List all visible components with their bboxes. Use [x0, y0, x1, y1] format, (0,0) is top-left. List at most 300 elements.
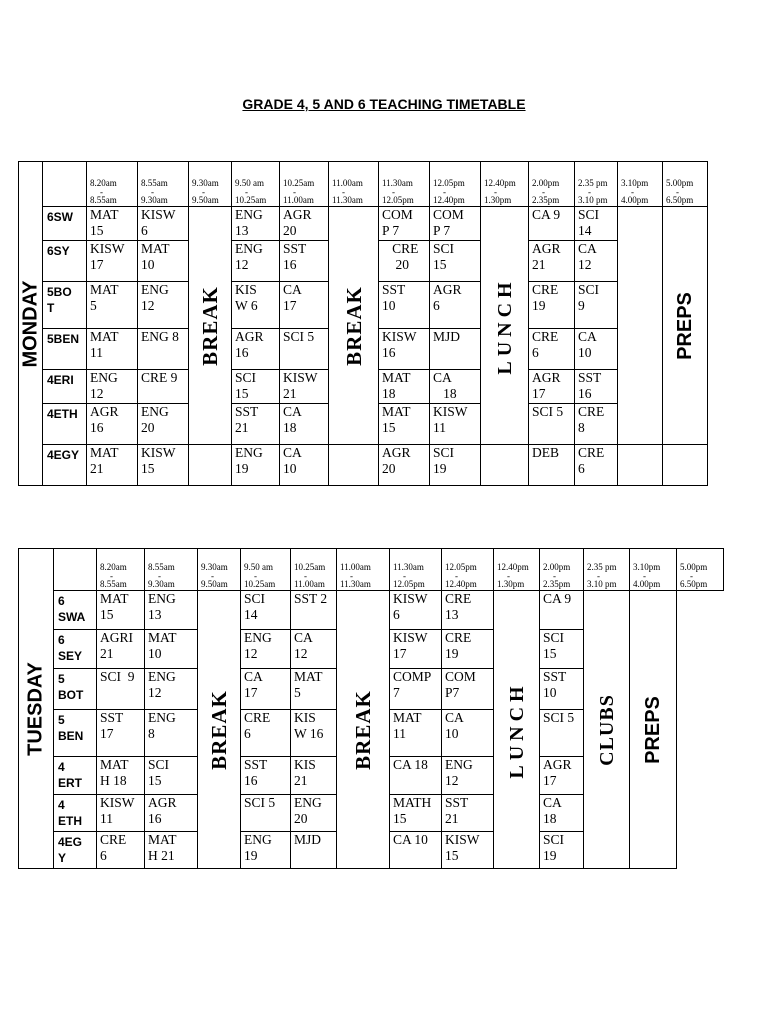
lesson-line: P 7: [382, 223, 400, 238]
lesson-line: 13: [148, 607, 162, 622]
lesson-cell: [430, 329, 481, 370]
lesson-line: 19: [433, 461, 447, 476]
lesson-line: 18: [543, 811, 557, 826]
time-dash: -: [158, 571, 161, 581]
time-start: 11.30am: [382, 178, 413, 188]
lesson-line: 15: [433, 257, 447, 272]
time-dash: -: [211, 571, 214, 581]
class-name-cell: [54, 757, 97, 795]
lesson-line: ENG: [294, 795, 322, 810]
lesson-line: 11: [393, 726, 406, 741]
lesson-cell: [241, 832, 291, 869]
lesson-line: CRE: [532, 282, 559, 297]
lesson-line: COM: [445, 669, 476, 684]
time-start: 12.40pm: [497, 562, 529, 572]
time-start: 12.40pm: [484, 178, 516, 188]
lesson-line: 15: [235, 386, 249, 401]
lesson-line: 19: [532, 298, 546, 313]
time-start: 5.00pm: [680, 562, 708, 572]
class-name-cell: [54, 669, 97, 710]
lesson-line: ENG: [148, 710, 176, 725]
lesson-line: 10: [543, 685, 557, 700]
lesson-cell: [529, 207, 575, 241]
lesson-line: 18: [433, 386, 457, 401]
preps-label: PREPS: [642, 695, 664, 764]
lunch-label: LUNCH: [505, 680, 528, 779]
lesson-line: 12: [294, 646, 308, 661]
lesson-line: 19: [244, 848, 258, 863]
lesson-line: SST: [100, 710, 124, 725]
lesson-line: 19: [445, 646, 459, 661]
lesson-line: AGR: [235, 329, 264, 344]
lesson-line: MAT: [148, 630, 177, 645]
lesson-line: CRE: [578, 445, 605, 460]
break-1-label: BREAK: [207, 689, 231, 770]
time-slot-header: [145, 549, 198, 591]
lesson-line: AGR: [543, 757, 572, 772]
lesson-cell: [241, 757, 291, 795]
lesson-cell: [87, 404, 138, 445]
class-name-line: ETH: [58, 814, 82, 828]
time-end: 12.40pm: [433, 195, 465, 205]
lesson-line: 21: [445, 811, 459, 826]
lesson-line: 10: [148, 646, 162, 661]
time-end: 9.30am: [148, 579, 175, 589]
lesson-cell: [540, 669, 584, 710]
class-name-line: 6SW: [47, 210, 74, 224]
lesson-cell: [280, 370, 329, 404]
time-start: 11.00am: [332, 178, 363, 188]
lesson-cell: [442, 832, 494, 869]
lesson-cell: [145, 669, 198, 710]
lesson-cell: [280, 241, 329, 282]
lesson-line: CA 10: [393, 832, 428, 847]
time-start: 3.10pm: [633, 562, 661, 572]
time-dash: -: [631, 187, 634, 197]
time-slot-header: [97, 549, 145, 591]
lesson-line: KISW: [433, 404, 468, 419]
time-end: 6.50pm: [680, 579, 708, 589]
lesson-line: 17: [532, 386, 546, 401]
lesson-cell: [87, 207, 138, 241]
lesson-line: 17: [283, 298, 297, 313]
time-slot-header: [379, 162, 430, 207]
lesson-cell: [241, 795, 291, 832]
time-start: 9.30am: [201, 562, 228, 572]
lesson-cell: [529, 329, 575, 370]
break-2-cell: [337, 591, 390, 869]
lesson-line: CA 9: [532, 207, 561, 222]
lesson-cell: [529, 404, 575, 445]
time-dash: -: [392, 187, 395, 197]
lesson-line: 19: [235, 461, 249, 476]
lesson-line: KISW: [90, 241, 125, 256]
time-slot-header: [189, 162, 232, 207]
lesson-cell: [97, 710, 145, 757]
preps-cell: [630, 591, 677, 869]
lesson-line: 11: [433, 420, 446, 435]
preps-label: PREPS: [674, 291, 696, 360]
time-dash: -: [293, 187, 296, 197]
lesson-line: 21: [294, 773, 308, 788]
lesson-cell: [379, 329, 430, 370]
lesson-line: AGR: [382, 445, 411, 460]
empty-cell: [663, 445, 708, 486]
lesson-cell: [87, 241, 138, 282]
lesson-cell: [390, 757, 442, 795]
lesson-cell: [232, 370, 280, 404]
lesson-line: 6: [141, 223, 148, 238]
lesson-cell: [529, 282, 575, 329]
lunch-label: LUNCH: [493, 276, 516, 375]
lesson-cell: [390, 630, 442, 669]
time-end: 11.00am: [283, 195, 314, 205]
lesson-line: CA: [543, 795, 562, 810]
time-dash: -: [494, 187, 497, 197]
lesson-cell: [97, 630, 145, 669]
time-dash: -: [342, 187, 345, 197]
lesson-cell: [145, 630, 198, 669]
time-slot-header: [337, 549, 390, 591]
lesson-line: SCI: [543, 630, 565, 645]
time-dash: -: [676, 187, 679, 197]
lesson-cell: [379, 207, 430, 241]
time-dash: -: [350, 571, 353, 581]
lesson-cell: [291, 832, 337, 869]
clubs-label: CLUBS: [595, 693, 618, 766]
lesson-line: 16: [283, 257, 297, 272]
time-start: 5.00pm: [666, 178, 694, 188]
lesson-cell: [241, 591, 291, 630]
lesson-line: 5: [294, 685, 301, 700]
lesson-line: MAT: [90, 445, 119, 460]
time-end: 12.40pm: [445, 579, 477, 589]
lesson-cell: [575, 370, 618, 404]
time-end: 2.35pm: [532, 195, 560, 205]
time-slot-header: [138, 162, 189, 207]
lesson-line: 6: [532, 345, 539, 360]
lesson-cell: [575, 207, 618, 241]
class-name-line: 4ERI: [47, 373, 74, 387]
time-slot-header: [663, 162, 708, 207]
lesson-line: ENG: [148, 669, 176, 684]
class-name-line: 4ETH: [47, 407, 78, 421]
time-start: 2.00pm: [532, 178, 560, 188]
lesson-cell: [138, 207, 189, 241]
lesson-line: 13: [445, 607, 459, 622]
time-dash: -: [100, 187, 103, 197]
lesson-cell: [97, 795, 145, 832]
lesson-line: KISW: [141, 445, 176, 460]
lesson-line: 18: [382, 386, 396, 401]
lesson-cell: [430, 445, 481, 486]
lesson-line: MAT: [382, 370, 411, 385]
lesson-line: W 16: [294, 726, 324, 741]
lesson-line: 14: [244, 607, 258, 622]
lesson-line: 12: [244, 646, 258, 661]
lesson-cell: [430, 370, 481, 404]
time-start: 11.00am: [340, 562, 371, 572]
empty-cell: [329, 445, 379, 486]
time-slot-header: [198, 549, 241, 591]
time-end: 12.05pm: [393, 579, 425, 589]
time-start: 9.50 am: [244, 562, 273, 572]
lesson-line: 16: [148, 811, 162, 826]
lesson-line: CA 9: [543, 591, 572, 606]
class-name-cell: [54, 795, 97, 832]
lesson-line: MAT: [90, 282, 119, 297]
page-title: GRADE 4, 5 AND 6 TEACHING TIMETABLE: [242, 96, 526, 112]
lesson-line: COM: [433, 207, 464, 222]
lesson-cell: [87, 282, 138, 329]
lesson-line: MAT: [393, 710, 422, 725]
day-label-cell: [19, 162, 43, 486]
lesson-line: 12: [578, 257, 592, 272]
tuesday-timetable: [18, 548, 724, 869]
time-dash: -: [403, 571, 406, 581]
lesson-line: MAT: [100, 757, 129, 772]
time-dash: -: [443, 187, 446, 197]
class-name-line: 5BEN: [47, 332, 80, 346]
time-slot-header: [494, 549, 540, 591]
lesson-cell: [145, 757, 198, 795]
time-start: 3.10pm: [621, 178, 649, 188]
lesson-line: 17: [543, 773, 557, 788]
lesson-line: ENG: [235, 207, 263, 222]
time-start: 10.25am: [283, 178, 315, 188]
break-1-label: BREAK: [198, 285, 222, 366]
time-end: 9.50am: [192, 195, 219, 205]
lesson-line: ENG: [235, 241, 263, 256]
lesson-cell: [390, 710, 442, 757]
time-end: 9.50am: [201, 579, 228, 589]
lesson-line: 5: [90, 298, 97, 313]
lesson-cell: [442, 710, 494, 757]
lesson-line: KIS: [235, 282, 257, 297]
lesson-line: 15: [100, 607, 114, 622]
class-name-cell: [43, 445, 87, 486]
lesson-cell: [379, 445, 430, 486]
lesson-line: 8: [578, 420, 585, 435]
lesson-cell: [540, 591, 584, 630]
lesson-cell: [87, 329, 138, 370]
lesson-cell: [232, 207, 280, 241]
time-start: 12.05pm: [433, 178, 465, 188]
class-name-line: BEN: [58, 729, 84, 743]
lesson-cell: [540, 757, 584, 795]
lesson-line: ENG: [445, 757, 473, 772]
lesson-line: MJD: [294, 832, 322, 847]
lesson-line: 12: [445, 773, 459, 788]
lesson-cell: [430, 282, 481, 329]
break-2-cell: [329, 207, 379, 445]
lesson-cell: [430, 207, 481, 241]
time-slot-header: [280, 162, 329, 207]
lesson-line: MAT: [90, 329, 119, 344]
lesson-cell: [232, 445, 280, 486]
break-1-cell: [198, 591, 241, 869]
lesson-line: 6: [578, 461, 585, 476]
lesson-line: 14: [578, 223, 592, 238]
class-header-cell: [43, 162, 87, 207]
lesson-line: SST: [244, 757, 268, 772]
lesson-cell: [280, 282, 329, 329]
lesson-line: MAT: [148, 832, 177, 847]
empty-cell: [618, 207, 663, 445]
lesson-line: CA 18: [393, 757, 428, 772]
lesson-cell: [529, 445, 575, 486]
break-2-label: BREAK: [351, 689, 375, 770]
lunch-cell: [494, 591, 540, 869]
lesson-cell: [232, 329, 280, 370]
time-end: 12.05pm: [382, 195, 414, 205]
lesson-line: ENG: [141, 404, 169, 419]
lesson-line: SST: [543, 669, 567, 684]
lesson-line: 15: [393, 811, 407, 826]
lesson-line: 6: [433, 298, 440, 313]
time-start: 8.55am: [141, 178, 168, 188]
class-name-cell: [54, 710, 97, 757]
lesson-cell: [232, 241, 280, 282]
lesson-cell: [430, 404, 481, 445]
table-row: [19, 445, 708, 486]
lesson-line: 15: [382, 420, 396, 435]
lesson-line: 16: [382, 345, 396, 360]
time-end: 4.00pm: [633, 579, 661, 589]
lesson-line: 17: [393, 646, 407, 661]
lesson-cell: [291, 757, 337, 795]
time-start: 9.50 am: [235, 178, 264, 188]
lesson-line: 11: [90, 345, 103, 360]
lesson-line: P 7: [433, 223, 451, 238]
lesson-line: ENG 8: [141, 329, 179, 344]
lesson-line: 10: [578, 345, 592, 360]
lesson-cell: [145, 710, 198, 757]
lesson-cell: [97, 757, 145, 795]
table-row: [19, 207, 708, 241]
lesson-line: KISW: [445, 832, 480, 847]
lesson-line: KISW: [283, 370, 318, 385]
class-name-cell: [43, 207, 87, 241]
time-dash: -: [542, 187, 545, 197]
time-slot-header: [584, 549, 630, 591]
lesson-line: AGRI: [100, 630, 133, 645]
class-name-line: T: [47, 301, 55, 315]
time-slot-header: [87, 162, 138, 207]
lesson-line: 6: [100, 848, 107, 863]
lesson-line: MAT: [382, 404, 411, 419]
lesson-cell: [379, 370, 430, 404]
lesson-line: 21: [283, 386, 297, 401]
lesson-line: CA: [283, 282, 302, 297]
lesson-line: KISW: [382, 329, 417, 344]
lesson-cell: [138, 370, 189, 404]
time-slot-header: [442, 549, 494, 591]
lesson-cell: [575, 282, 618, 329]
lesson-line: 17: [100, 726, 114, 741]
lesson-line: DEB: [532, 445, 559, 460]
lesson-line: ENG: [244, 832, 272, 847]
lesson-cell: [138, 282, 189, 329]
class-name-line: 4EGY: [47, 448, 80, 462]
time-end: 8.55am: [100, 579, 127, 589]
lesson-cell: [540, 710, 584, 757]
lesson-line: CA: [294, 630, 313, 645]
lesson-line: 16: [235, 345, 249, 360]
time-end: 10.25am: [244, 579, 276, 589]
lesson-line: SCI: [148, 757, 170, 772]
lesson-cell: [575, 404, 618, 445]
class-name-line: Y: [58, 851, 67, 865]
lesson-line: CRE: [445, 591, 472, 606]
lesson-cell: [430, 241, 481, 282]
lesson-line: 17: [90, 257, 104, 272]
table-row: [19, 591, 724, 630]
lesson-line: 10: [382, 298, 396, 313]
class-name-line: 5: [58, 713, 65, 727]
lesson-cell: [291, 795, 337, 832]
lesson-cell: [241, 710, 291, 757]
lesson-line: 15: [90, 223, 104, 238]
break-2-label: BREAK: [341, 285, 366, 366]
time-end: 3.10 pm: [587, 579, 617, 589]
lesson-line: 21: [100, 646, 114, 661]
lesson-line: MAT: [294, 669, 323, 684]
time-dash: -: [597, 571, 600, 581]
class-header-cell: [54, 549, 97, 591]
time-start: 11.30am: [393, 562, 424, 572]
lesson-line: CA: [244, 669, 263, 684]
lesson-line: 6: [244, 726, 251, 741]
monday-timetable: [18, 161, 708, 486]
lesson-line: 9: [578, 298, 585, 313]
class-name-line: SWA: [58, 610, 86, 624]
time-start: 9.30am: [192, 178, 219, 188]
day-label-cell: [19, 549, 54, 869]
class-name-line: 4EG: [58, 835, 83, 849]
lesson-line: 10: [141, 257, 155, 272]
lesson-cell: [280, 404, 329, 445]
lesson-line: SCI: [433, 241, 455, 256]
lesson-cell: [97, 591, 145, 630]
time-end: 2.35pm: [543, 579, 571, 589]
lesson-line: ENG: [235, 445, 263, 460]
time-start: 12.05pm: [445, 562, 477, 572]
lesson-cell: [138, 445, 189, 486]
class-name-cell: [43, 329, 87, 370]
lesson-cell: [145, 795, 198, 832]
lesson-line: CRE: [100, 832, 127, 847]
lesson-line: SCI: [433, 445, 455, 460]
lesson-cell: [280, 329, 329, 370]
time-start: 8.20am: [100, 562, 127, 572]
lesson-line: MAT: [90, 207, 119, 222]
class-name-line: SEY: [58, 649, 83, 663]
lesson-cell: [291, 630, 337, 669]
time-end: 11.00am: [294, 579, 325, 589]
day-label: TUESDAY: [24, 661, 47, 756]
time-slot-header: [677, 549, 724, 591]
lesson-cell: [575, 445, 618, 486]
lesson-line: MJD: [433, 329, 461, 344]
lesson-cell: [291, 669, 337, 710]
lesson-cell: [442, 795, 494, 832]
lesson-line: SST: [578, 370, 602, 385]
lesson-line: CRE: [382, 241, 419, 256]
lesson-line: SST 2: [294, 591, 328, 606]
lesson-cell: [442, 669, 494, 710]
lesson-cell: [87, 370, 138, 404]
